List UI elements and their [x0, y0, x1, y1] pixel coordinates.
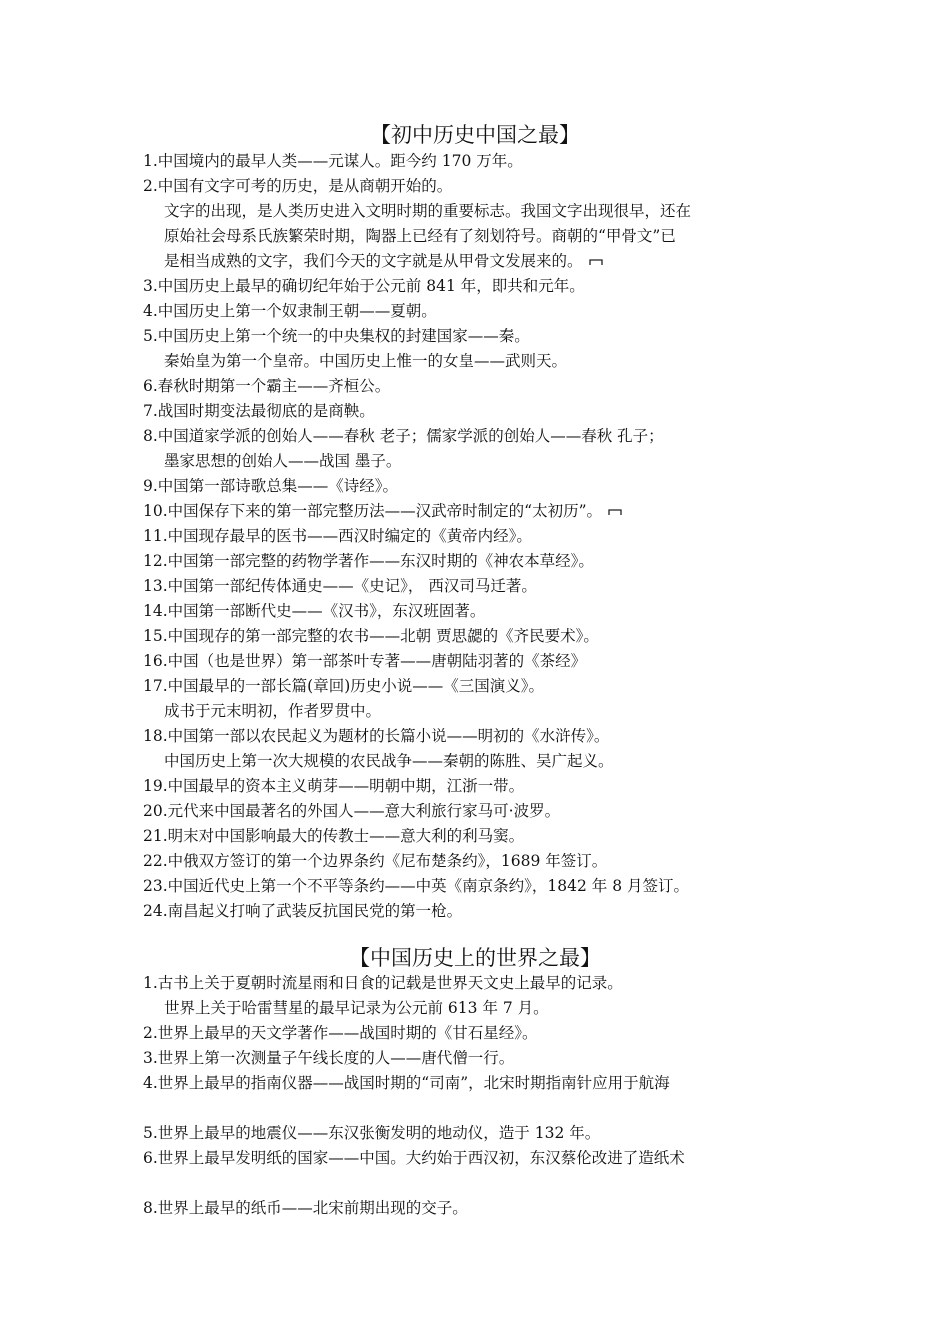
- list-item: 17.中国最早的一部长篇(章回)历史小说——《三国演义》。: [143, 677, 544, 695]
- list-item: 3.中国历史上最早的确切纪年始于公元前 841 年，即共和元年。: [143, 277, 585, 295]
- list-item: 1.中国境内的最早人类——元谋人。距今约 170 万年。: [143, 152, 523, 170]
- list-item: 6.春秋时期第一个霸主——齐桓公。: [143, 377, 391, 395]
- list-item: 7.战国时期变法最彻底的是商鞅。: [143, 402, 375, 420]
- list-item-continuation: [164, 250, 603, 272]
- list-item-continuation: 成书于元末明初，作者罗贯中。: [164, 702, 382, 720]
- list-item-continuation: 原始社会母系氏族繁荣时期，陶器上已经有了刻划符号。商朝的“甲骨文”已: [164, 227, 676, 245]
- list-item: 3.世界上第一次测量子午线长度的人——唐代僧一行。: [143, 1049, 515, 1067]
- list-item: 5.世界上最早的地震仪——东汉张衡发明的地动仪，造于 132 年。: [143, 1124, 601, 1142]
- list-item: 1.古书上关于夏朝时流星雨和日食的记载是世界天文史上最早的记录。: [143, 974, 623, 992]
- list-item: 14.中国第一部断代史——《汉书》，东汉班固著。: [143, 602, 486, 620]
- list-item-continuation: 墨家思想的创始人——战国 墨子。: [164, 452, 402, 470]
- list-item: 22.中俄双方签订的第一个边界条约《尼布楚条约》，1689 年签订。: [143, 852, 608, 870]
- list-item: 2.世界上最早的天文学著作——战国时期的《甘石星经》。: [143, 1024, 538, 1042]
- section-title-world-firsts: 【中国历史上的世界之最】: [349, 946, 601, 970]
- list-item: 8.中国道家学派的创始人——春秋 老子；儒家学派的创始人——春秋 孔子；: [143, 427, 664, 445]
- list-item: 19.中国最早的资本主义萌芽——明朝中期，江浙一带。: [143, 777, 525, 795]
- list-item: 4.世界上最早的指南仪器——战国时期的“司南”，北宋时期指南针应用于航海: [143, 1074, 670, 1092]
- line-text: 是相当成熟的文字，我们今天的文字就是从甲骨文发展来的。: [164, 252, 583, 270]
- list-item: 16.中国（也是世界）第一部茶叶专著——唐朝陆羽著的《茶经》: [143, 652, 587, 670]
- list-item-continuation: 世界上关于哈雷彗星的最早记录为公元前 613 年 7 月。: [164, 999, 549, 1017]
- list-item: 24.南昌起义打响了武装反抗国民党的第一枪。: [143, 902, 463, 920]
- list-item: 18.中国第一部以农民起义为题材的长篇小说——明初的《水浒传》。: [143, 727, 610, 745]
- list-item: 5.中国历史上第一个统一的中央集权的封建国家——秦。: [143, 327, 530, 345]
- bracket-mark-icon: [608, 508, 622, 516]
- list-item: 21.明末对中国影响最大的传教士——意大利的利马窦。: [143, 827, 525, 845]
- list-item: 15.中国现存的第一部完整的农书——北朝 贾思勰的《齐民要术》。: [143, 627, 599, 645]
- line-text: 10.中国保存下来的第一部完整历法——汉武帝时制定的“太初历”。: [143, 502, 603, 520]
- list-item: 4.中国历史上第一个奴隶制王朝——夏朝。: [143, 302, 437, 320]
- list-item: [143, 500, 622, 522]
- section-title-china-firsts: 【初中历史中国之最】: [370, 123, 580, 147]
- list-item: 8.世界上最早的纸币——北宋前期出现的交子。: [143, 1199, 468, 1217]
- list-item-continuation: 秦始皇为第一个皇帝。中国历史上惟一的女皇——武则天。: [164, 352, 568, 370]
- list-item: 2.中国有文字可考的历史，是从商朝开始的。: [143, 177, 453, 195]
- list-item-continuation: 中国历史上第一次大规模的农民战争——秦朝的陈胜、吴广起义。: [164, 752, 614, 770]
- bracket-mark-icon: [589, 258, 603, 266]
- list-item: 11.中国现存最早的医书——西汉时编定的《黄帝内经》。: [143, 527, 532, 545]
- list-item: 9.中国第一部诗歌总集——《诗经》。: [143, 477, 399, 495]
- list-item: 6.世界上最早发明纸的国家——中国。大约始于西汉初，东汉蔡伦改进了造纸术: [143, 1149, 685, 1167]
- list-item: 20.元代来中国最著名的外国人——意大利旅行家马可·波罗。: [143, 802, 561, 820]
- list-item-continuation: 文字的出现，是人类历史进入文明时期的重要标志。我国文字出现很早，还在: [164, 202, 692, 220]
- list-item: 12.中国第一部完整的药物学著作——东汉时期的《神农本草经》。: [143, 552, 594, 570]
- list-item: 23.中国近代史上第一个不平等条约——中英《南京条约》，1842 年 8 月签订。: [143, 877, 689, 895]
- list-item: 13.中国第一部纪传体通史——《史记》， 西汉司马迁著。: [143, 577, 537, 595]
